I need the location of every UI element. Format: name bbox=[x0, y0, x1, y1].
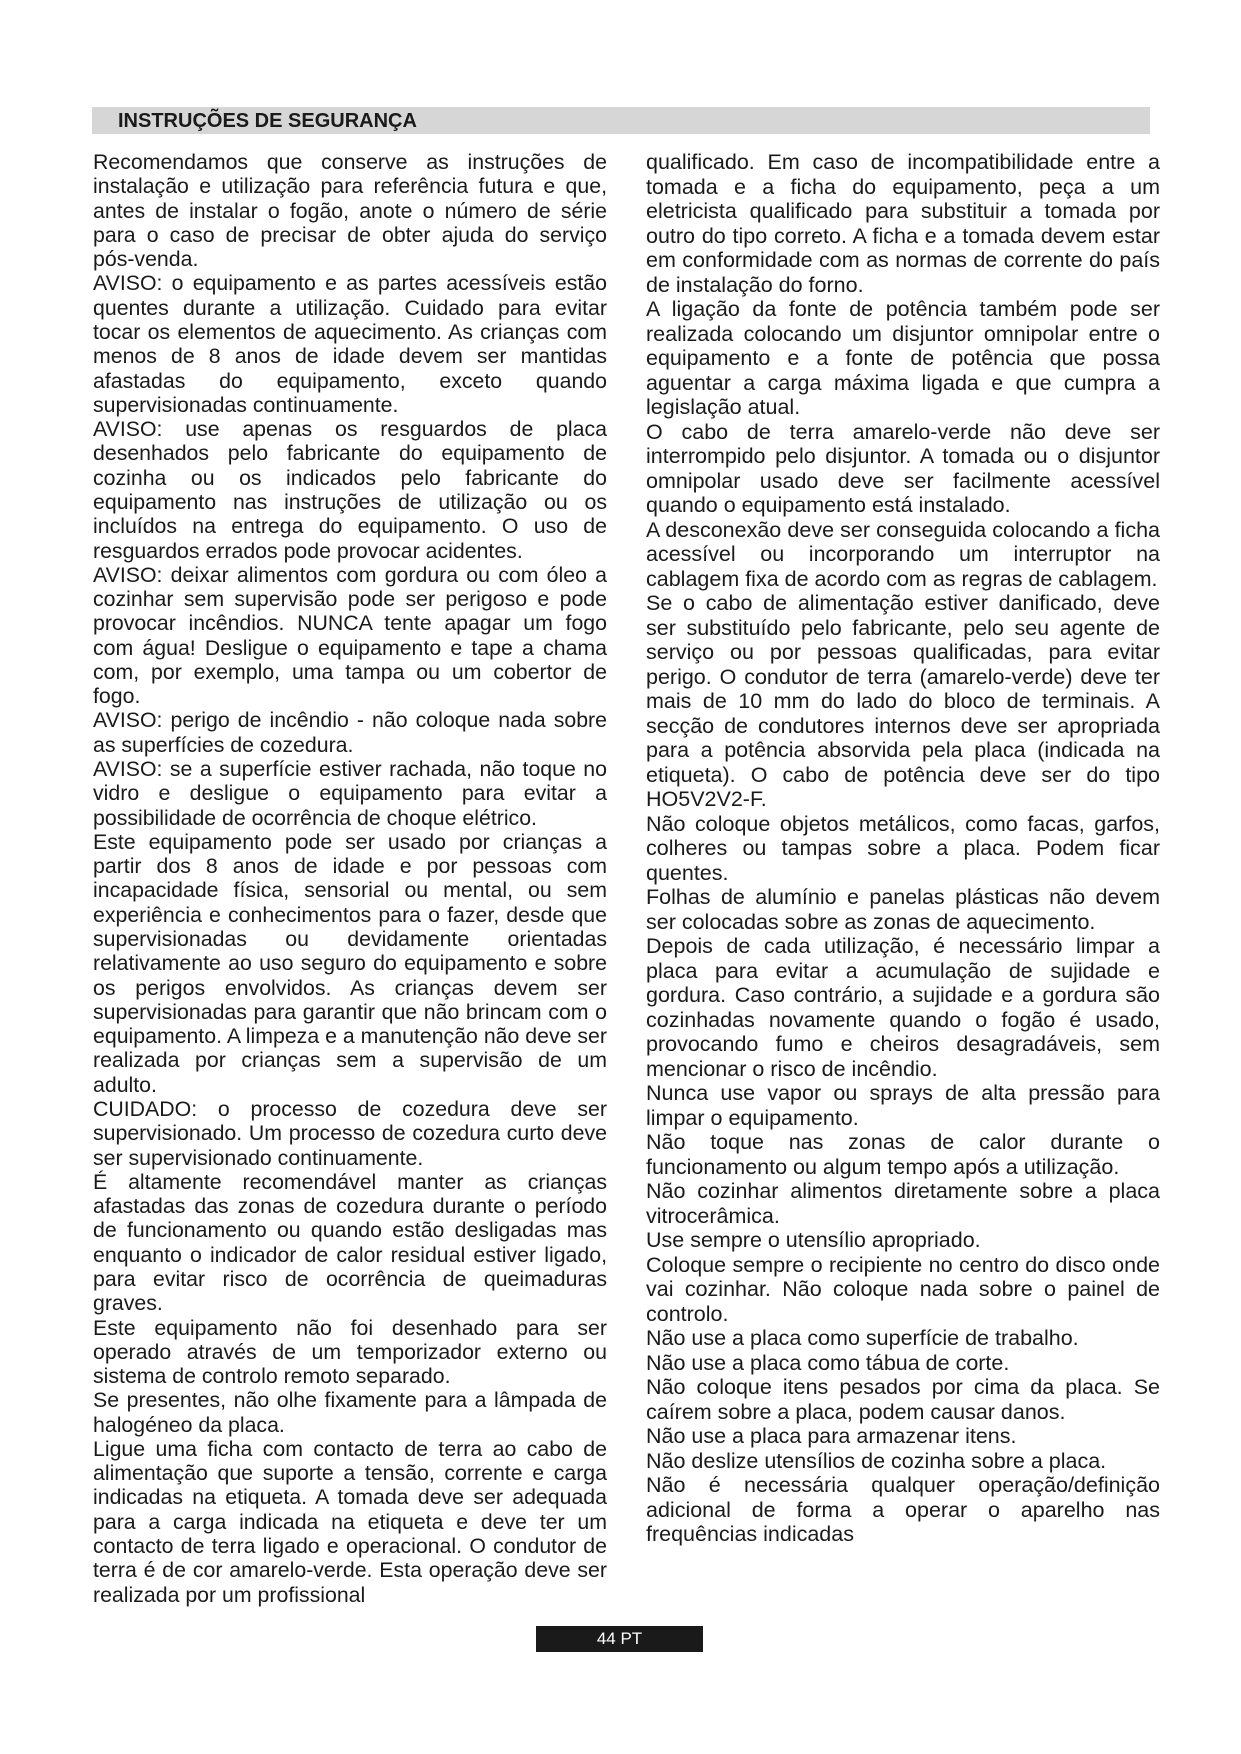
left-paragraph-3: AVISO: use apenas os resguardos de placa desenhados pelo fabricante do equipamento de cozinha ou os indicados pelo fabricante do equipamento nas instruções de utilização ou os incluídos na entrega do equipamento. O uso de resguardos errados pode provocar acidentes. bbox=[93, 417, 607, 563]
left-paragraph-8: CUIDADO: o processo de cozedura deve ser supervisionado. Um processo de cozedura curto deve ser supervisionado continuamente. bbox=[93, 1096, 607, 1170]
right-paragraph-10: Não toque nas zonas de calor durante o funcionamento ou algum tempo após a utilização. bbox=[646, 1130, 1160, 1179]
right-paragraph-2: A ligação da fonte de potência também pode ser realizada colocando um disjuntor omnipolar entre o equipamento e a fonte de potência que possa aguentar a carga máxima ligada e que cumpra a legislação atual. bbox=[646, 297, 1160, 419]
right-paragraph-6: Não coloque objetos metálicos, como facas, garfos, colheres ou tampas sobre a placa. Podem ficar quentes. bbox=[646, 811, 1160, 885]
right-paragraph-16: Não coloque itens pesados por cima da placa. Se caírem sobre a placa, podem causar danos. bbox=[646, 1375, 1160, 1424]
right-paragraph-15: Não use a placa como tábua de corte. bbox=[646, 1350, 1010, 1375]
right-paragraph-18: Não deslize utensílios de cozinha sobre a placa. bbox=[646, 1448, 1107, 1473]
right-paragraph-7: Folhas de alumínio e panelas plásticas não devem ser colocadas sobre as zonas de aquecimento. bbox=[646, 885, 1160, 934]
right-column bbox=[646, 150, 1160, 1547]
section-title: INSTRUÇÕES DE SEGURANÇA bbox=[118, 110, 417, 132]
right-paragraph-17: Não use a placa para armazenar itens. bbox=[646, 1424, 1017, 1448]
left-column bbox=[93, 150, 607, 1607]
right-paragraph-4: A desconexão deve ser conseguida colocando a ficha acessível ou incorporando um interruptor na cablagem fixa de acordo com as regras de cablagem. bbox=[646, 517, 1160, 591]
left-paragraph-9: É altamente recomendável manter as crianças afastadas das zonas de cozedura durante o período de funcionamento ou quando estão desligadas mas enquanto o indicador de calor residual estiver ligado, para evitar risco de ocorrência de queimaduras graves. bbox=[93, 1169, 607, 1316]
left-paragraph-2: AVISO: o equipamento e as partes acessíveis estão quentes durante a utilização. Cuidado para evitar tocar os elementos de aquecimento. As crianças com menos de 8 anos de idade devem ser mantidas afastadas do equipamento, exceto quando supervisionadas continuamente. bbox=[93, 271, 607, 417]
right-paragraph-5: Se o cabo de alimentação estiver danificado, deve ser substituído pelo fabricante, pelo seu agente de serviço ou por pessoas qualificadas, para evitar perigo. O condutor de terra (amarelo-verde) deve ter mais de 10 mm do lado do bloco de terminais. A secção de condutores internos deve ser apropriada para a potência absorvida pela placa (indicada na etiqueta). O cabo de potência deve ser do tipo HO5V2V2-F. bbox=[646, 591, 1160, 811]
right-paragraph-12: Use sempre o utensílio apropriado. bbox=[646, 1228, 981, 1252]
right-paragraph-14: Não use a placa como superfície de trabalho. bbox=[646, 1326, 1079, 1350]
right-paragraph-9: Nunca use vapor ou sprays de alta pressão para limpar o equipamento. bbox=[646, 1081, 1160, 1130]
left-paragraph-5: AVISO: perigo de incêndio - não coloque nada sobre as superfícies de cozedura. bbox=[93, 708, 607, 757]
right-paragraph-11: Não cozinhar alimentos diretamente sobre a placa vitrocerâmica. bbox=[646, 1179, 1160, 1228]
left-paragraph-1: Recomendamos que conserve as instruções de instalação e utilização para referência futura e que, antes de instalar o fogão, anote o número de série para o caso de precisar de obter ajuda do serviço pós-venda. bbox=[93, 150, 607, 272]
left-paragraph-6: AVISO: se a superfície estiver rachada, não toque no vidro e desligue o equipamento para evitar a possibilidade de ocorrência de choque elétrico. bbox=[93, 757, 607, 830]
right-paragraph-1: qualificado. Em caso de incompatibilidade entre a tomada e a ficha do equipamento, peça a um eletricista qualificado para substituir a tomada por outro do tipo correto. A ficha e a tomada devem estar em conformidade com as normas de corrente do país de instalação do forno. bbox=[646, 150, 1160, 297]
right-paragraph-19: Não é necessária qualquer operação/definição adicional de forma a operar o aparelho nas frequências indicadas bbox=[646, 1473, 1160, 1546]
page-number-box bbox=[536, 1626, 703, 1652]
right-paragraph-13: Coloque sempre o recipiente no centro do disco onde vai cozinhar. Não coloque nada sobre o painel de controlo. bbox=[646, 1252, 1160, 1326]
left-paragraph-11: Se presentes, não olhe fixamente para a lâmpada de halogéneo da placa. bbox=[93, 1388, 607, 1437]
left-paragraph-10: Este equipamento não foi desenhado para ser operado através de um temporizador externo ou sistema de controlo remoto separado. bbox=[93, 1315, 607, 1389]
page-number: 44 PT bbox=[596, 1629, 643, 1648]
right-paragraph-8: Depois de cada utilização, é necessário limpar a placa para evitar a acumulação de sujidade e gordura. Caso contrário, a sujidade e a gordura são cozinhadas novamente quando o fogão é usado, provocando fumo e cheiros desagradáveis, sem mencionar o risco de incêndio. bbox=[646, 934, 1160, 1081]
left-paragraph-4: AVISO: deixar alimentos com gordura ou com óleo a cozinhar sem supervisão pode ser perigoso e pode provocar incêndios. NUNCA tente apagar um fogo com água! Desligue o equipamento e tape a chama com, por exemplo, uma tampa ou um cobertor de fogo. bbox=[93, 562, 607, 709]
right-paragraph-3: O cabo de terra amarelo-verde não deve ser interrompido pelo disjuntor. A tomada ou o disjuntor omnipolar usado deve ser facilmente acessível quando o equipamento está instalado. bbox=[646, 419, 1160, 517]
section-header-bar bbox=[92, 107, 1150, 134]
left-paragraph-7: Este equipamento pode ser usado por crianças a partir dos 8 anos de idade e por pessoas com incapacidade física, sensorial ou mental, ou sem experiência e conhecimentos para o fazer, desde que supervisionadas ou devidamente orientadas relativamente ao uso seguro do equipamento e sobre os perigos envolvidos. As crianças devem ser supervisionadas para garantir que não brincam com o equipamento. A limpeza e a manutenção não deve ser realizada por crianças sem a supervisão de um adulto. bbox=[93, 829, 607, 1097]
left-paragraph-12: Ligue uma ficha com contacto de terra ao cabo de alimentação que suporte a tensão, corrente e carga indicadas na etiqueta. A tomada deve ser adequada para a carga indicada na etiqueta e deve ter um contacto de terra ligado e operacional. O condutor de terra é de cor amarelo-verde. Esta operação deve ser realizada por um profissional bbox=[93, 1436, 607, 1607]
